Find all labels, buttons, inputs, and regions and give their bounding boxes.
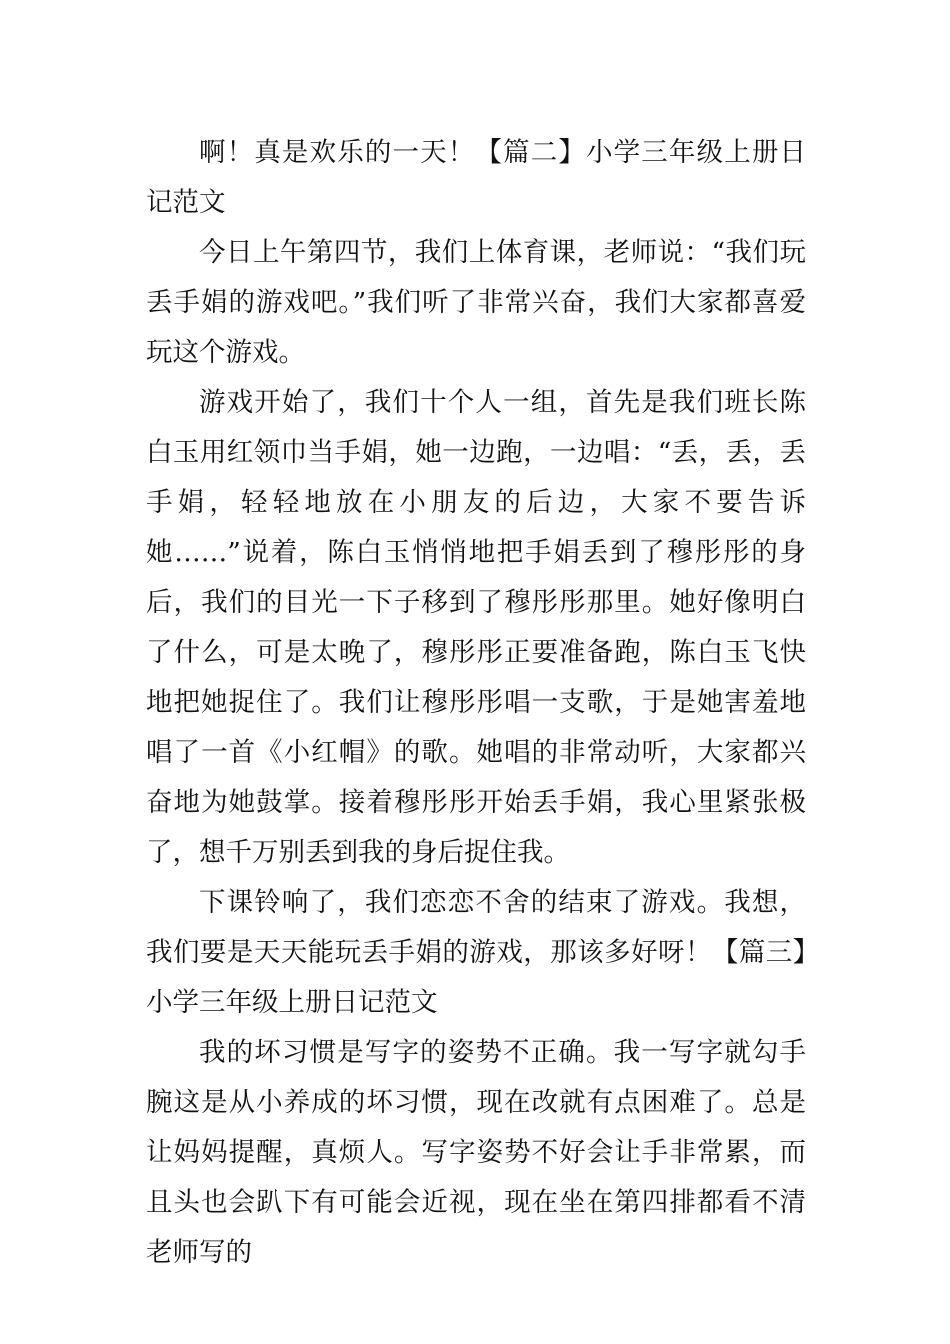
paragraph-1: 啊！真是欢乐的一天！【篇二】小学三年级上册日记范文: [146, 137, 806, 218]
paragraph-2: 今日上午第四节，我们上体育课，老师说：“我们玩丢手娟的游戏吧。”我们听了非常兴奋，我们大家都喜爱玩这个游戏。: [146, 237, 806, 368]
paragraph-4: 下课铃响了，我们恋恋不舍的结束了游戏。我想，我们要是天天能玩丢手娟的游戏，那该多好呀！【篇三】小学三年级上册日记范文: [146, 887, 806, 1018]
paragraph-3: 游戏开始了，我们十个人一组，首先是我们班长陈白玉用红领巾当手娟，她一边跑，一边唱：“丢，丢，丢手娟，轻轻地放在小朋友的后边，大家不要告诉她……”说着，陈白玉悄悄地把手娟丢到了穆彤彤的身后，我们的目光一下子移到了穆彤彤那里。她好像明白了什么，可是太晚了，穆彤彤正要准备跑，陈白玉飞快地把她捉住了。我们让穆彤彤唱一支歌，于是她害羞地唱了一首《小红帽》的歌。她唱的非常动听，大家都兴奋地为她鼓掌。接着穆彤彤开始丢手娟，我心里紧张极了，想千万别丢到我的身后捉住我。: [146, 387, 806, 868]
document-body: [146, 128, 806, 1278]
paragraph-5: 我的坏习惯是写字的姿势不正确。我一写字就勾手腕这是从小养成的坏习惯，现在改就有点困难了。总是让妈妈提醒，真烦人。写字姿势不好会让手非常累，而且头也会趴下有可能会近视，现在坐在第四排都看不清老师写的: [146, 1037, 806, 1268]
